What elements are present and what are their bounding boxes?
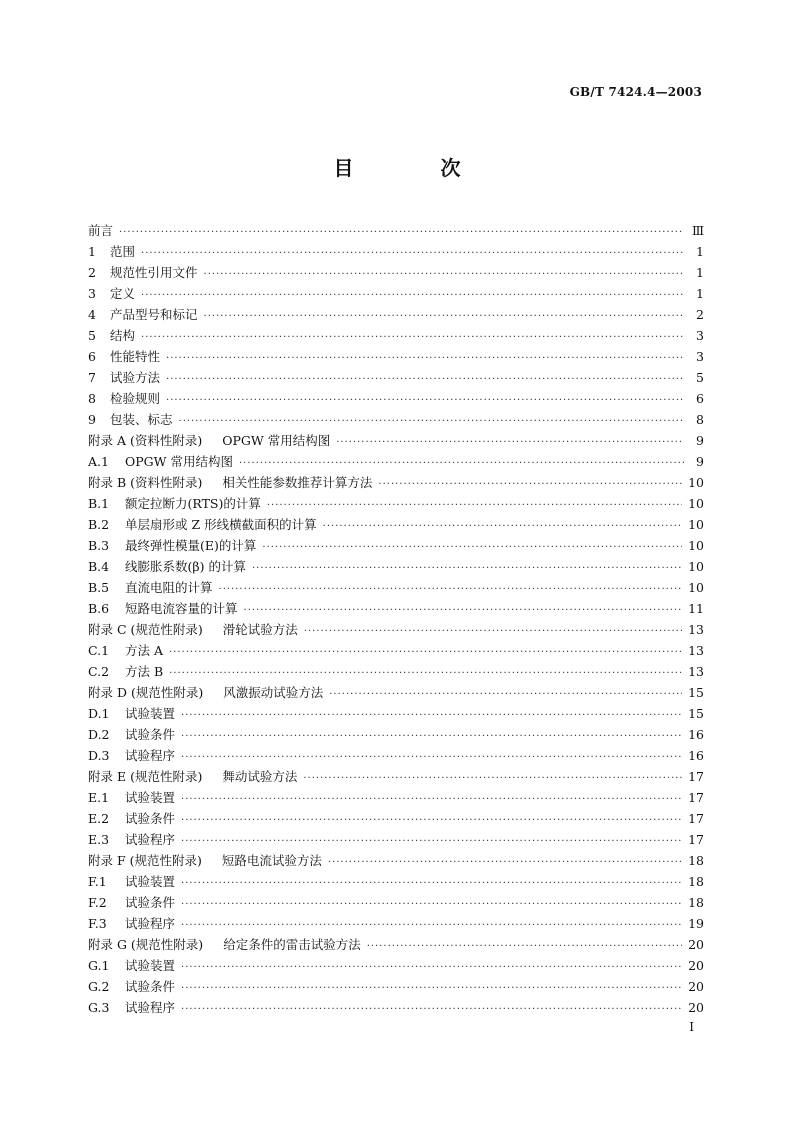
toc-entry-number: C.1 [88,643,110,658]
toc-entry-number: E.1 [88,790,110,805]
toc-entry-label: 试验条件 [125,811,176,826]
toc-entry-page: 13 [688,622,704,637]
toc-leader-dots [303,768,682,789]
toc-entry[interactable] [88,241,704,262]
toc-entry-page: 20 [688,958,704,973]
toc-entry-page: 8 [696,412,704,427]
toc-entry-label: 额定拉断力(RTS)的计算 [125,496,261,511]
toc-leader-dots [367,936,682,957]
toc-entry-label: 检验规则 [110,391,161,406]
toc-leader-dots [262,537,682,558]
toc-entry-label: 包装、标志 [110,412,173,427]
toc-entry-number: B.5 [88,580,110,595]
toc-entry-label [88,472,372,493]
toc-entry[interactable] [88,997,704,1018]
toc-entry-number: 5 [88,328,96,343]
toc-entry-label: 结构 [110,328,136,343]
toc-entry-label: 最终弹性模量(E)的计算 [125,538,257,553]
toc-leader-dots [329,684,682,705]
page-title: 目 次 [333,156,501,180]
toc-leader-dots [169,663,682,684]
toc-leader-dots [181,873,682,894]
toc-leader-dots [267,495,682,516]
toc-entry-number: F.2 [88,895,107,910]
toc-annex-title: 相关性能参数推荐计算方法 [222,475,373,490]
toc-entry-label: 试验装置 [125,958,176,973]
toc-entry-number: G.1 [88,958,110,973]
toc-leader-dots [181,705,682,726]
toc-entry[interactable] [88,766,704,787]
toc-entry[interactable] [88,850,704,871]
toc-entry[interactable] [88,451,704,472]
toc-entry-label [88,766,297,787]
toc-leader-dots [328,852,682,873]
toc-entry-page: 17 [688,769,704,784]
toc-entry-page: 15 [688,706,704,721]
toc-entry-number: 8 [88,391,96,406]
toc-annex-label: 附录 A (资料性附录) [88,433,203,448]
toc-entry-label [88,682,323,703]
toc-entry-label: 试验程序 [125,1000,176,1015]
toc-entry[interactable] [88,976,704,997]
toc-leader-dots [181,915,682,936]
toc-entry-label: 范围 [110,244,136,259]
toc-entry-page: 10 [688,496,704,511]
toc-entry[interactable] [88,430,704,451]
toc-annex-title: 滑轮试验方法 [222,622,298,637]
toc-entry-label: 单层扇形或 Z 形线横截面积的计算 [125,517,317,532]
toc-entry-page: 20 [688,979,704,994]
toc-entry-number: B.4 [88,559,110,574]
toc-entry[interactable] [88,934,704,955]
toc-entry-label: 试验方法 [110,370,161,385]
toc-leader-dots [323,516,682,537]
toc-leader-dots [181,957,682,978]
toc-annex-title: 给定条件的雷击试验方法 [223,937,361,952]
toc-entry[interactable] [88,367,704,388]
toc-leader-dots [166,390,684,411]
toc-entry-label [88,619,298,640]
toc-entry-page: 10 [688,559,704,574]
toc-entry-page: 17 [688,832,704,847]
toc-annex-title: 短路电流试验方法 [221,853,322,868]
toc-annex-label: 附录 F (规范性附录) [88,853,202,868]
toc-entry-number: B.1 [88,496,110,511]
toc-entry-label: 试验程序 [125,748,176,763]
toc-entry-page: 10 [688,517,704,532]
toc-entry-label: 规范性引用文件 [110,265,198,280]
toc-entry-label: 定义 [110,286,136,301]
toc-entry-number: D.3 [88,748,110,763]
toc-entry-label: 试验条件 [125,895,176,910]
toc-entry-label: 方法 A [125,643,164,658]
toc-entry-number: 2 [88,265,96,280]
toc-entry-page: 6 [696,391,704,406]
toc-entry-label: 方法 B [125,664,164,679]
toc-entry-number: G.3 [88,1000,110,1015]
toc-entry-page: 10 [688,538,704,553]
toc-annex-title: OPGW 常用结构图 [222,433,331,448]
toc-leader-dots [181,978,682,999]
toc-annex-title: 舞动试验方法 [222,769,298,784]
toc-entry-number: 4 [88,307,96,322]
toc-entry[interactable] [88,892,704,913]
toc-entry-page: 9 [696,454,704,469]
toc-entry-page: 18 [688,895,704,910]
toc-entry[interactable] [88,703,704,724]
toc-entry-number: 1 [88,244,96,259]
toc-entry-page: 10 [688,580,704,595]
toc-entry[interactable] [88,346,704,367]
toc-entry[interactable] [88,388,704,409]
toc-entry[interactable] [88,556,704,577]
toc-entry-number: A.1 [88,454,109,469]
toc-leader-dots [181,789,682,810]
toc-entry-page: 1 [696,244,704,259]
toc-leader-dots [141,327,684,348]
toc-entry[interactable] [88,787,704,808]
toc-entry-label: 试验装置 [125,790,176,805]
toc-annex-label: 附录 C (规范性附录) [88,622,203,637]
toc-entry-page: 15 [688,685,704,700]
toc-entry-number: B.6 [88,601,110,616]
standard-code: GB/T 7424.4—2003 [569,85,702,99]
toc-leader-dots [181,999,682,1020]
toc-leader-dots [166,348,684,369]
toc-entry-page: 13 [688,664,704,679]
toc-entry-number: D.1 [88,706,110,721]
toc-entry[interactable] [88,493,704,514]
toc-leader-dots [181,747,682,768]
toc-leader-dots [219,579,683,600]
toc-entry-page: 16 [688,727,704,742]
table-of-contents [88,220,704,1018]
toc-entry-label [88,850,322,871]
toc-entry-number: G.2 [88,979,110,994]
toc-entry-number: 7 [88,370,96,385]
page-number: I [689,1020,694,1034]
toc-entry-page: 1 [696,265,704,280]
toc-entry[interactable] [88,514,704,535]
toc-entry-number: F.3 [88,916,107,931]
toc-leader-dots [181,810,682,831]
toc-entry-label: 试验程序 [125,832,176,847]
toc-leader-dots [169,642,682,663]
toc-entry[interactable] [88,661,704,682]
toc-entry-label: 直流电阻的计算 [125,580,213,595]
toc-entry-label [88,430,330,451]
toc-entry[interactable] [88,304,704,325]
toc-entry[interactable] [88,871,704,892]
toc-entry-page: 19 [688,916,704,931]
toc-entry-label: 产品型号和标记 [110,307,198,322]
toc-entry-page: 2 [696,307,704,322]
toc-leader-dots [304,621,682,642]
toc-entry-label: 线膨胀系数(β) 的计算 [125,559,246,574]
toc-entry-number: F.1 [88,874,107,889]
toc-entry-page: 18 [688,874,704,889]
toc-entry-page: 20 [688,937,704,952]
toc-entry[interactable] [88,325,704,346]
toc-entry-number: B.3 [88,538,110,553]
toc-entry[interactable] [88,598,704,619]
toc-entry[interactable] [88,955,704,976]
toc-entry-page: 5 [696,370,704,385]
toc-entry-number: D.2 [88,727,110,742]
toc-entry[interactable] [88,724,704,745]
toc-entry[interactable] [88,682,704,703]
toc-entry[interactable] [88,577,704,598]
toc-leader-dots [336,432,684,453]
toc-annex-label: 附录 D (规范性附录) [88,685,204,700]
toc-entry-page: 18 [688,853,704,868]
toc-entry-page: 16 [688,748,704,763]
toc-entry-page: 3 [696,349,704,364]
toc-leader-dots [181,726,682,747]
toc-entry[interactable] [88,745,704,766]
toc-entry-label: 性能特性 [110,349,161,364]
toc-entry-page: 9 [696,433,704,448]
toc-entry-number: E.2 [88,811,110,826]
toc-leader-dots [244,600,683,621]
toc-entry-number: B.2 [88,517,110,532]
toc-entry-number: 3 [88,286,96,301]
toc-entry-label: OPGW 常用结构图 [125,454,233,469]
toc-entry[interactable] [88,220,704,241]
toc-leader-dots [181,831,682,852]
toc-entry[interactable] [88,283,704,304]
toc-entry-label: 前言 [88,223,114,238]
toc-entry-label: 试验装置 [125,706,176,721]
toc-entry[interactable] [88,913,704,934]
toc-leader-dots [181,894,682,915]
toc-entry-label: 试验条件 [125,979,176,994]
toc-entry-page: 20 [688,1000,704,1015]
toc-entry-page: 17 [688,811,704,826]
toc-entry-number: 9 [88,412,96,427]
toc-entry-label: 试验装置 [125,874,176,889]
toc-annex-label: 附录 E (规范性附录) [88,769,203,784]
toc-leader-dots [378,474,682,495]
toc-entry-page: 1 [696,286,704,301]
toc-entry-number: 6 [88,349,96,364]
toc-entry-label: 试验程序 [125,916,176,931]
toc-entry-page: 13 [688,643,704,658]
toc-entry-label: 短路电流容量的计算 [125,601,238,616]
toc-leader-dots [141,243,684,264]
toc-entry-page: 10 [688,475,704,490]
toc-leader-dots [204,264,684,285]
toc-entry[interactable] [88,808,704,829]
toc-entry[interactable] [88,535,704,556]
toc-entry[interactable] [88,472,704,493]
toc-annex-label: 附录 G (规范性附录) [88,937,204,952]
toc-annex-label: 附录 B (资料性附录) [88,475,203,490]
toc-leader-dots [141,285,684,306]
toc-entry-label [88,934,361,955]
toc-leader-dots [239,453,684,474]
toc-leader-dots [119,222,684,243]
toc-entry[interactable] [88,829,704,850]
toc-entry[interactable] [88,640,704,661]
toc-leader-dots [252,558,682,579]
toc-annex-title: 风激振动试验方法 [223,685,324,700]
toc-leader-dots [204,306,684,327]
toc-entry[interactable] [88,262,704,283]
toc-entry-page: 3 [696,328,704,343]
toc-entry[interactable] [88,409,704,430]
toc-entry[interactable] [88,619,704,640]
toc-entry-page: Ⅲ [691,223,704,238]
toc-entry-number: E.3 [88,832,110,847]
toc-entry-number: C.2 [88,664,110,679]
toc-leader-dots [166,369,684,390]
toc-entry-page: 17 [688,790,704,805]
toc-leader-dots [179,411,684,432]
toc-entry-page: 11 [688,601,704,616]
toc-entry-label: 试验条件 [125,727,176,742]
